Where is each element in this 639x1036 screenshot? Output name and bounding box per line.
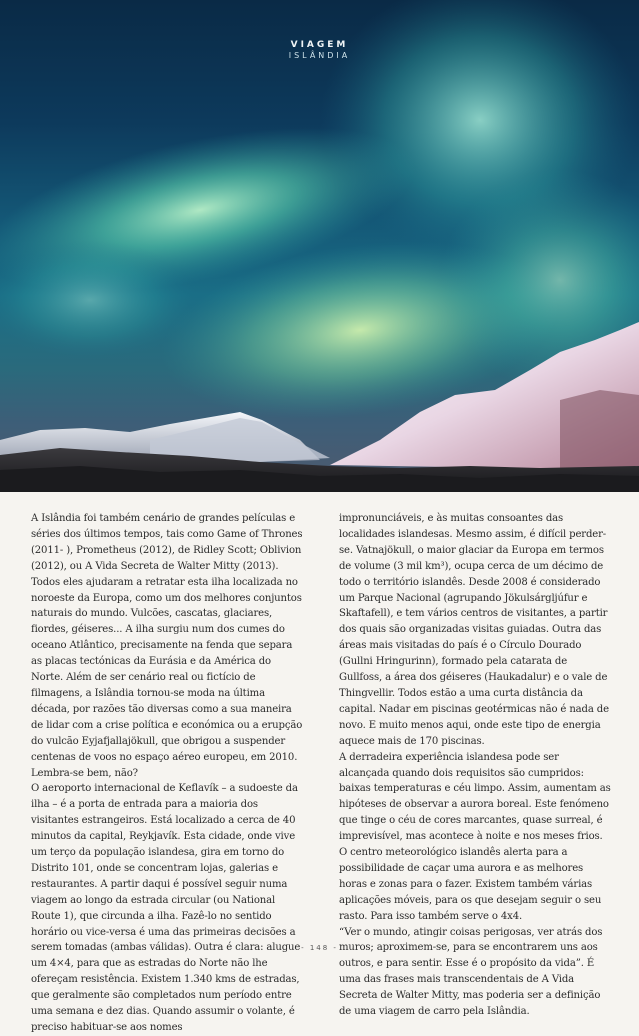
- article-paragraph: impronunciáveis, e às muitas consoantes das localidades islandesas. Mesmo assim, é difícil perder-se. Vatnajökull, o maior glaciar da Europa em termos de volume (3 mil km³), ocupa cerca de um décimo de todo o território islandês. Desde 2008 é considerado um Parque Nacional (agrupando Jökulsárgljúfur e Skaftafell), e tem vários centros de visitantes, a partir dos quais são organizadas visitas guiadas. Outra das áreas mais visitadas do país é o Círculo Dourado (Gullni Hringurinn), formado pela catarata de Gullfoss, a área dos géiseres (Haukadalur) e o vale de Thingvellir. Todos estão a uma curta distância da capital. Nadar em piscinas geotérmicas não é nada de novo. E muito menos aqui, onde este tipo de energia aquece mais de 170 piscinas.: [339, 513, 609, 747]
- hero-aurora-image: [0, 0, 639, 492]
- section-subtitle: ISLÂNDIA: [288, 51, 351, 60]
- article-paragraph: A derradeira experiência islandesa pode ser alcançada quando dois requisitos são cumpridos: baixas temperaturas e céu limpo. Assim, aumentam as hipóteses de observar a aurora boreal. Este fenómeno que tinge o céu de cores marcantes, quase surreal, é imprevisível, mas acontece à noite e nos meses frios. O centro meteorológico islandês alerta para a possibilidade de caçar uma aurora e as melhores horas e zonas para o fazer. Existem também várias aplicações móveis, para os que desejam seguir o seu rasto. Para isso também serve o 4x4.: [339, 751, 611, 922]
- section-header: [0, 40, 639, 60]
- article-column-left: [31, 511, 303, 1036]
- article-paragraph: A Islândia foi também cenário de grandes películas e séries dos últimos tempos, tais como Game of Thrones (2011- ), Prometheus (2012), de Ridley Scott; Oblivion (2012), ou A Vida Secreta de Walter Mitty (2013). Todos eles ajudaram a retratar esta ilha localizada no noroeste da Europa, como um dos melhores conjuntos naturais do mundo. Vulcões, cascatas, glaciares, fiordes, géiseres... A ilha surgiu num dos cumes do oceano Atlântico, precisamente na fenda que separa as placas tectónicas da Eurásia e da América do Norte. Além de ser cenário real ou fictício de filmagens, a Islândia tornou-se moda na última década, por razões tão diversas como a sua maneira de lidar com a crise política e económica ou a erupção do vulcão Eyjafjallajökull, que obrigou a suspender centenas de voos no espaço aéreo europeu, em 2010. Lembra-se bem, não?: [31, 513, 303, 779]
- page-number: - 148 -: [301, 944, 338, 952]
- section-title: VIAGEM: [290, 40, 349, 50]
- article-paragraph: “Ver o mundo, atingir coisas perigosas, ver atrás dos muros; aproximem-se, para se encontrarem uns aos outros, e para sentir. Esse é o propósito da vida”. É uma das frases mais transcendentais de A Vida Secreta de Walter Mitty, mas poderia ser a definição de uma viagem de carro pela Islândia.: [339, 926, 603, 1018]
- article-paragraph: O aeroporto internacional de Keflavík – a sudoeste da ilha – é a porta de entrada para a maioria dos visitantes estrangeiros. Está localizado a cerca de 40 minutos da capital, Reykjavík. Esta cidade, onde vive um terço da população islandesa, gira em torno do Distrito 101, onde se concentram lojas, galerias e restaurantes. A partir daqui é possível seguir numa viagem ao longo da estrada circular (ou National Route 1), que circunda a ilha. Fazê-lo no sentido horário ou vice-versa é uma das primeiras decisões a serem tomadas (ambas válidas). Outra é clara: alugue um 4×4, para que as estradas do Norte não lhe ofereçam resistência. Existem 1.340 kms de estradas, que geralmente são completados num período entre uma semana e dez dias. Quando assumir o volante, é preciso habituar-se aos nomes: [31, 783, 301, 1033]
- article-column-right: [339, 511, 611, 1036]
- mountain-right-shadow: [560, 390, 639, 470]
- aurora-landscape-illustration: [0, 0, 639, 492]
- article-body: [31, 511, 611, 1036]
